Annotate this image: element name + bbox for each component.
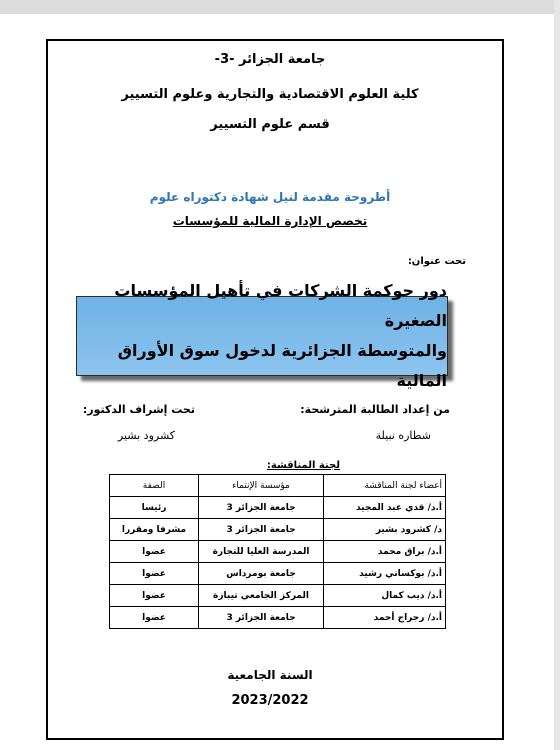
thesis-title-box — [76, 281, 448, 390]
jury-table — [109, 474, 446, 629]
top-bar — [0, 0, 560, 14]
faculty-name: كلية العلوم الاقتصادية والتجارية وعلوم التسيير — [121, 87, 419, 102]
university-name: جامعة الجزائر -3- — [214, 52, 326, 67]
member-role: عضوا — [110, 585, 199, 607]
column-header-members: أعضاء لجنة المناقشة — [324, 475, 446, 497]
member-name: أ.د/ بوكساني رشيد — [324, 563, 446, 585]
table-row — [110, 563, 446, 585]
member-institution: المركز الجامعي تيبازة — [199, 585, 324, 607]
thesis-type: أطروحة مقدمة لنيل شهادة دكتوراه علوم — [149, 190, 391, 204]
thesis-title-line: دور حوكمة الشركات في تأهيل المؤسسات الصغيرة — [114, 281, 447, 330]
department-name: قسم علوم التسيير — [210, 117, 330, 132]
student-name: شطاره نبيلة — [375, 429, 431, 442]
jury-title: لجنة المناقشة: — [266, 460, 340, 471]
specialization — [60, 214, 480, 228]
prepared-by-label: من إعداد الطالبة المترشحة: — [300, 403, 450, 416]
member-institution: جامعة الجزائر 3 — [199, 607, 324, 629]
member-name: أ.د/ براق محمد — [324, 541, 446, 563]
member-institution: جامعة الجزائر 3 — [199, 497, 324, 519]
member-institution: جامعة بومرداس — [199, 563, 324, 585]
member-role: عضوا — [110, 607, 199, 629]
member-role: رئيسا — [110, 497, 199, 519]
member-role: مشرفا ومقررا — [110, 519, 199, 541]
table-header-row — [110, 475, 446, 497]
table-row — [110, 519, 446, 541]
academic-year-label: السنة الجامعية — [227, 668, 313, 682]
member-name: أ.د/ ديب كمال — [324, 585, 446, 607]
table-row — [110, 607, 446, 629]
supervisor-label: تحت إشراف الدكتور: — [82, 403, 195, 416]
academic-year: 2023/2022 — [231, 693, 309, 708]
member-institution: المدرسة العليا للتجارة — [199, 541, 324, 563]
member-role: عضوا — [110, 541, 199, 563]
member-name: أ.د/ قدي عبد المجيد — [324, 497, 446, 519]
member-institution: جامعة الجزائر 3 — [199, 519, 324, 541]
specialization-text: تخصص الإدارة المالية للمؤسسات — [172, 214, 368, 228]
table-row — [110, 585, 446, 607]
supervisor-name: كشرود بشير — [117, 429, 175, 442]
table-row — [110, 541, 446, 563]
column-header-role: الصفة — [110, 475, 199, 497]
table-row — [110, 497, 446, 519]
title-label: تحت عنوان: — [407, 256, 466, 267]
member-name: د/ كشرود بشير — [324, 519, 446, 541]
member-name: أ.د/ رجراج أحمد — [324, 607, 446, 629]
thesis-title-line: والمتوسطة الجزائرية لدخول سوق الأوراق المالية — [117, 341, 447, 390]
column-header-institution: مؤسسة الإنتماء — [199, 475, 324, 497]
right-scrollbar-strip — [554, 0, 560, 750]
member-role: عضوا — [110, 563, 199, 585]
